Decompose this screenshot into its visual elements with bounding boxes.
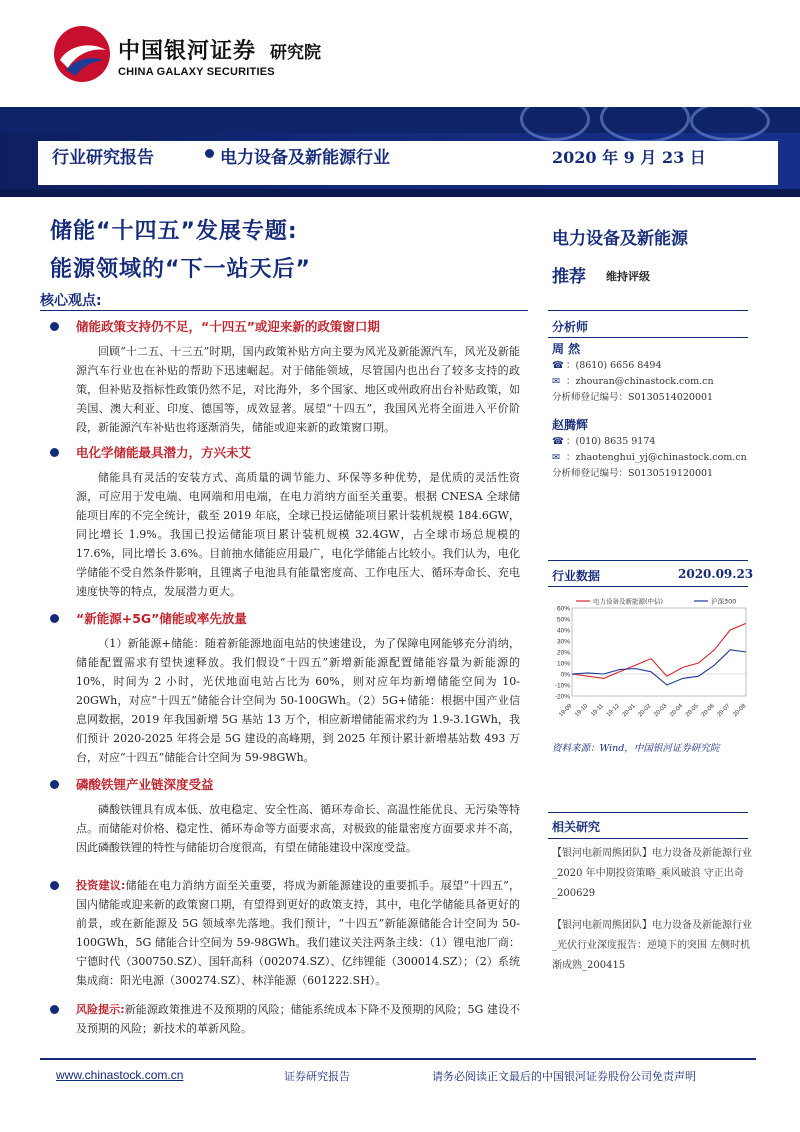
divider bbox=[40, 310, 528, 311]
x-tick-label: 20-01 bbox=[621, 703, 637, 719]
bullet-icon bbox=[205, 149, 214, 158]
analyst-phone: ☎ ：(8610) 6656 8494 bbox=[552, 360, 662, 371]
y-tick-label: 0% bbox=[560, 671, 570, 679]
risk-warning bbox=[50, 1000, 520, 1038]
logo-english-name: CHINA GALAXY SECURITIES bbox=[118, 66, 275, 78]
plot-frame bbox=[572, 608, 746, 696]
email-icon: ✉ bbox=[552, 452, 560, 463]
market-data-date: 2020.09.23 bbox=[678, 567, 754, 581]
rating: 推荐 bbox=[552, 267, 586, 287]
y-tick-label: 10% bbox=[556, 660, 570, 668]
divider bbox=[548, 560, 748, 561]
sidebar-sector: 电力设备及新能源 bbox=[552, 229, 688, 249]
x-tick-label: 19-11 bbox=[590, 703, 606, 718]
bullet-icon bbox=[50, 780, 59, 789]
related-report[interactable]: 【银河电新周熊团队】电力设备及新能源行业_2020 年中期投资策略_乘风破浪 守正出奇_200629 bbox=[552, 848, 752, 899]
x-tick-label: 20-08 bbox=[732, 703, 748, 719]
disclaimer-note: 请务必阅读正文最后的中国银河证券股份公司免责声明 bbox=[432, 1070, 696, 1083]
section-electrochemical bbox=[50, 444, 520, 601]
investment-label: 投资建议: bbox=[76, 879, 126, 892]
section-heading: 磷酸铁锂产业链深度受益 bbox=[50, 776, 520, 794]
risk-label: 风险提示: bbox=[76, 1003, 125, 1016]
divider bbox=[548, 812, 748, 813]
report-date: 2020 年 9 月 23 日 bbox=[552, 148, 706, 167]
bullet-icon bbox=[50, 881, 59, 890]
section-body: 回顾“十二五、十三五”时期，国内政策补贴方向主要为风光及新能源汽车，风光及新能源汽车行业也在补贴的帮助下迅速崛起。对于储能领域，尽管国内也出台了较多支持的政策，但补贴及指标性政策仍然不足，对比海外，多个国家、地区或州政府出台补贴政策，如美国、澳大利亚、印度、德国等，成效显著。展望“十四五”，我国风光将全面进入平价阶段，新能源汽车补贴也将逐渐消失，储能或迎来新的政策窗口期。 bbox=[76, 345, 520, 434]
performance-line-chart bbox=[546, 594, 752, 724]
y-tick-label: -20% bbox=[554, 693, 570, 701]
logo-chinese-name: 中国银河证券 bbox=[118, 39, 257, 64]
cloud-ornament bbox=[600, 107, 690, 143]
section-investment bbox=[50, 876, 520, 990]
company-logo bbox=[52, 22, 342, 92]
analyst-cert: 分析师登记编号：S0130519120001 bbox=[552, 468, 714, 479]
section-heading: “新能源+5G”储能或率先放量 bbox=[50, 610, 520, 628]
rating-note: 维持评级 bbox=[606, 270, 650, 283]
related-research-heading: 相关研究 bbox=[552, 820, 601, 834]
email-icon: ✉ bbox=[552, 376, 560, 387]
cloud-ornament bbox=[520, 107, 590, 141]
legend-label: 沪深300 bbox=[711, 597, 737, 606]
divider bbox=[548, 310, 748, 311]
analyst-cert: 分析师登记编号：S0130514020001 bbox=[552, 392, 714, 403]
galaxy-logo-icon bbox=[52, 24, 112, 84]
y-tick-label: 50% bbox=[556, 616, 570, 624]
phone-icon: ☎ bbox=[552, 360, 564, 371]
series-line bbox=[572, 623, 746, 678]
report-type: 行业研究报告 bbox=[52, 148, 154, 168]
y-tick-label: 20% bbox=[556, 649, 570, 657]
bullet-icon bbox=[50, 614, 59, 623]
cloud-ornament bbox=[690, 107, 770, 141]
x-tick-label: 20-04 bbox=[669, 703, 685, 719]
section-heading: 储能政策支持仍不足，“十四五”或迎来新的政策窗口期 bbox=[50, 318, 520, 336]
x-tick-label: 20-02 bbox=[637, 703, 653, 719]
section-body: （1）新能源+储能：随着新能源地面电站的快速建设，为了保障电网能够充分消纳，储能配置需求有望快速释放。我们假设“十四五”新增新能源配置储能容量为新能源的 10%，时间为 2 小时，光伏地面电站占比为 60%，则对应年均新增储能空间为 10-20GWh，对应“十四五”储能合计空间为 50-100GWh。（2）5G+储能：根据中国产业信息网数据，2019 年我国新增 5G 基站 13 万个，相应新增储能需求约为 1.9-3.1GWh，我们预计 2020-2025 年将会是 5G 建设的高峰期，到 2025 年预计累计新增基站数 493 万台，对应“十四五”储能合计空间为 59-98GWh。 bbox=[76, 637, 520, 764]
x-tick-label: 20-03 bbox=[653, 703, 669, 719]
section-5g bbox=[50, 610, 520, 767]
section-lfp bbox=[50, 776, 520, 857]
bullet-icon bbox=[50, 448, 59, 457]
analyst-email[interactable]: ✉ ：zhouran@chinastock.com.cn bbox=[552, 376, 714, 387]
report-title-line2: 能源领域的“下一站天后” bbox=[50, 257, 311, 282]
section-body: 储能具有灵活的安装方式、高质量的调节能力、环保等多种优势，是优质的灵活性资源，可应用于发电端、电网端和用电端，在电力消纳方面至关重要。根据 CNESA 全球储能项目库的不完全统计，截至 2019 年底，全球已投运储能项目累计装机规模 184.6GW，同比增长 1.9%。我国已投运储能项目累计装机规模 32.4GW，占全球市场总规模的 17.6%，同比增长 3.6%。目前抽水储能应用最广，电化学储能占比较小。我们认为，电化学储能不受自然条件影响，且锂离子电池具有能量密度高、工作电压大、循环寿命长、充电速度快等的特点，发展潜力更大。 bbox=[76, 471, 520, 598]
divider bbox=[548, 337, 748, 338]
related-report[interactable]: 【银河电新周熊团队】电力设备及新能源行业_光伏行业深度报告：逆境下的突围 左侧时机渐成熟_200415 bbox=[552, 920, 752, 971]
analyst-name: 赵腾辉 bbox=[552, 418, 589, 432]
industry-name: 电力设备及新能源行业 bbox=[220, 148, 390, 168]
section-body: 磷酸铁锂具有成本低、放电稳定、安全性高、循环寿命长、高温性能优良、无污染等特点。而储能对价格、稳定性、循环寿命等方面要求高，对极致的能量密度方面要求并不高，因此磷酸铁锂的特性与储能切合度很高，有望在储能建设中深度受益。 bbox=[76, 803, 520, 854]
report-title-line1: 储能“十四五”发展专题: bbox=[50, 219, 298, 244]
x-tick-label: 19-09 bbox=[558, 703, 574, 719]
risk-body: 新能源政策推进不及预期的风险；储能系统成本下降不及预期的风险；5G 建设不及预期的风险；新技术的革新风险。 bbox=[76, 1003, 521, 1035]
x-tick-label: 19-12 bbox=[605, 703, 621, 719]
x-tick-label: 19-10 bbox=[574, 703, 590, 719]
phone-icon: ☎ bbox=[552, 436, 564, 447]
legend-label: 电力设备及新能源(中信) bbox=[593, 597, 664, 606]
banner-bottom-band bbox=[0, 189, 800, 197]
footer-divider bbox=[40, 1058, 756, 1060]
x-tick-label: 20-05 bbox=[684, 703, 700, 719]
divider bbox=[548, 586, 748, 587]
analyst-phone: ☎ ：(010) 8635 9174 bbox=[552, 436, 656, 447]
section-policy bbox=[50, 318, 520, 437]
y-tick-label: 60% bbox=[556, 605, 570, 613]
section-risk bbox=[50, 1000, 520, 1038]
footer-label: 证券研究报告 bbox=[284, 1070, 350, 1083]
logo-institute: 研究院 bbox=[270, 43, 321, 63]
divider bbox=[548, 838, 748, 839]
analyst-email[interactable]: ✉ ：zhaotenghui_yj@chinastock.com.cn bbox=[552, 452, 747, 463]
section-heading: 电化学储能最具潜力，方兴未艾 bbox=[50, 444, 520, 462]
website-link[interactable]: www.chinastock.com.cn bbox=[56, 1068, 184, 1082]
y-tick-label: 30% bbox=[556, 638, 570, 646]
bullet-icon bbox=[50, 322, 59, 331]
bullet-icon bbox=[50, 1005, 59, 1014]
market-data-label: 行业数据 bbox=[552, 569, 601, 583]
chart-source: 资料来源：Wind，中国银河证券研究院 bbox=[552, 743, 720, 754]
x-tick-label: 20-07 bbox=[716, 703, 732, 719]
x-tick-label: 20-06 bbox=[700, 703, 716, 719]
investment-body: 储能在电力消纳方面至关重要，将成为新能源建设的重要抓手。展望“十四五”，国内储能或迎来新的政策窗口期，有望得到更好的政策支持，其中，电化学储能具备更好的前景，或在新能源及 5G 领域率先落地。我们预计，“十四五”新能源储能合计空间为 50-100GWh，5G 储能合计空间为 59-98GWh。我们建议关注两条主线：（1）锂电池厂商：宁德时代（300750.SZ）、国轩高科（002074.SZ）、亿纬锂能（300014.SZ）；（2）系统集成商：阳光电源（300274.SZ）、林洋能源（601222.SH）。 bbox=[76, 879, 520, 987]
analyst-heading: 分析师 bbox=[552, 320, 589, 334]
y-tick-label: -10% bbox=[554, 682, 570, 690]
y-tick-label: 40% bbox=[556, 627, 570, 635]
investment-advice bbox=[50, 876, 520, 990]
analyst-name: 周 然 bbox=[552, 342, 581, 356]
core-views-label: 核心观点: bbox=[40, 293, 102, 309]
